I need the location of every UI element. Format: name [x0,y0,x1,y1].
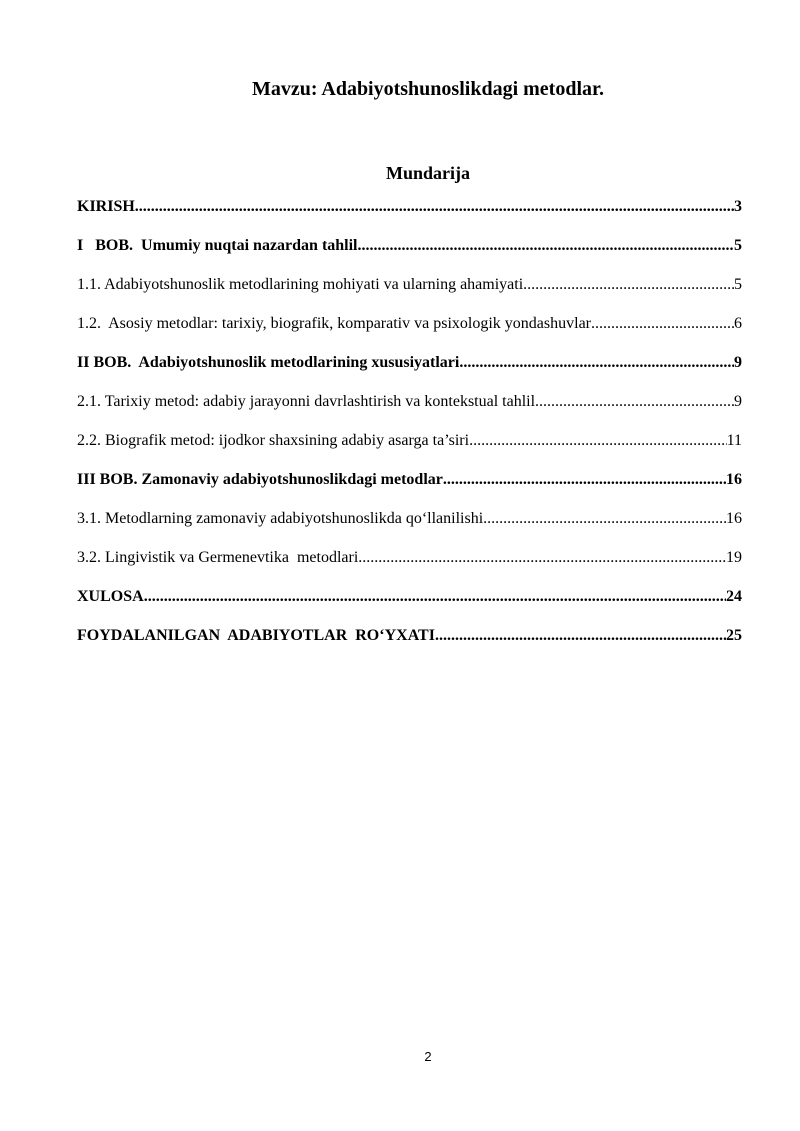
toc-entry[interactable] [77,469,742,508]
toc-entry[interactable] [77,430,742,469]
toc-entry-label: II BOB. Adabiyotshunoslik metodlarining xususiyatlari [77,354,460,371]
page-number: 2 [424,1049,432,1064]
table-of-contents [77,196,742,664]
toc-dot-leader [459,352,734,374]
toc-dot-leader [358,235,735,257]
toc-entry[interactable] [77,508,742,547]
toc-entry[interactable] [77,235,742,274]
toc-entry-label: 3.1. Metodlarning zamonaviy adabiyotshunoslikda qo‘llanilishi [77,510,484,527]
toc-entry-page: 5 [734,237,742,254]
toc-entry-label: KIRISH [77,198,135,215]
toc-entry[interactable] [77,274,742,313]
toc-entry-page: 11 [726,432,742,449]
toc-entry-label: FOYDALANILGAN ADABIYOTLAR RO‘YXATI [77,627,435,644]
toc-entry-label: 3.2. Lingivistik va Germenevtika metodlari [77,549,359,566]
toc-entry-page: 9 [734,393,742,410]
toc-entry-page: 3 [734,198,742,215]
toc-entry-page: 19 [726,549,742,566]
toc-dot-leader [535,391,734,413]
toc-entry-label: I BOB. Umumiy nuqtai nazardan tahlil [77,237,358,254]
toc-dot-leader [435,625,726,647]
toc-entry[interactable] [77,352,742,391]
toc-entry-label: 2.2. Biografik metod: ijodkor shaxsining adabiy asarga ta’siri [77,432,470,449]
toc-entry[interactable] [77,391,742,430]
toc-entry[interactable] [77,313,742,352]
toc-entry[interactable] [77,625,742,664]
toc-entry-label: 2.1. Tarixiy metod: adabiy jarayonni davrlashtirish va kontekstual tahlil [77,393,536,410]
toc-entry[interactable] [77,586,742,625]
toc-entry-page: 5 [734,276,742,293]
toc-entry-label: XULOSA [77,588,144,605]
toc-entry-label: 1.2. Asosiy metodlar: tarixiy, biografik, komparativ va psixologik yondashuvlar [77,315,591,332]
toc-entry[interactable] [77,547,742,586]
toc-entry[interactable] [77,196,742,235]
toc-dot-leader [144,586,726,608]
toc-entry-label: III BOB. Zamonaviy adabiyotshunoslikdagi metodlar [77,471,443,488]
toc-entry-page: 25 [726,627,742,644]
toc-entry-page: 24 [726,588,742,605]
toc-dot-leader [443,469,726,491]
toc-dot-leader [483,508,726,530]
toc-entry-label: 1.1. Adabiyotshunoslik metodlarining mohiyati va ularning ahamiyati [77,276,524,293]
toc-heading: Mundarija [385,163,470,183]
toc-dot-leader [591,313,734,335]
page-title: Mavzu: Adabiyotshunoslikdagi metodlar. [251,78,605,100]
toc-dot-leader [469,430,727,452]
toc-entry-page: 16 [726,510,742,527]
toc-entry-page: 6 [734,315,742,332]
toc-dot-leader [358,547,726,569]
toc-entry-page: 9 [734,354,742,371]
toc-dot-leader [523,274,734,296]
toc-dot-leader [135,196,734,218]
toc-entry-page: 16 [726,471,742,488]
